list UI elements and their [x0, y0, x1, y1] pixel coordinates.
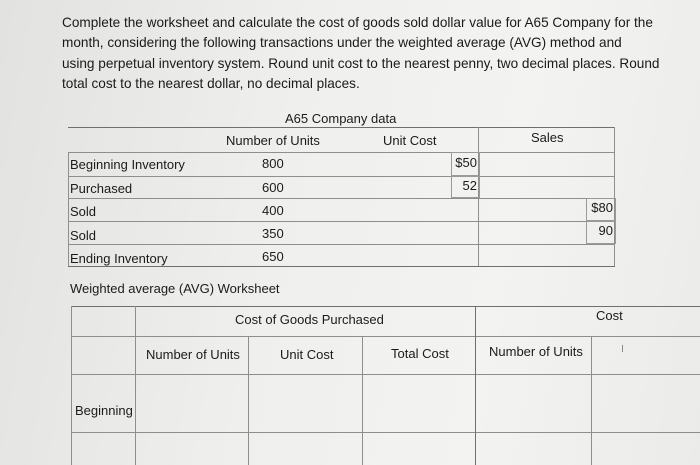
ws-beginning-unit-cost-input[interactable] — [249, 375, 363, 433]
worksheet-top-border — [71, 306, 700, 307]
prompt-line-1: Complete the worksheet and calculate the cost of goods sold dollar value for A65 Company for the — [62, 15, 653, 30]
sales-price-2: 90 — [598, 223, 613, 238]
worksheet-left-border — [71, 306, 72, 465]
header-unit-cost: Unit Cost — [383, 133, 437, 148]
ws-header-unit-cost: Unit Cost — [280, 347, 334, 362]
ws-header-sold-number-of-units: Number of Units — [489, 344, 583, 359]
ws-row-label-beginning: Beginning — [75, 403, 133, 418]
units-ending: 650 — [262, 249, 284, 264]
worksheet-title: Weighted average (AVG) Worksheet — [70, 281, 280, 296]
group-cost-of-goods-purchased: Cost of Goods Purchased — [235, 312, 384, 327]
ws-header-number-of-units: Number of Units — [146, 347, 240, 362]
table-bottom-border — [68, 266, 615, 267]
ws-header-total-cost: Total Cost — [391, 346, 449, 361]
prompt-line-2: month, considering the following transactions under the weighted average (AVG) method and — [62, 35, 622, 51]
question-prompt — [62, 13, 660, 95]
group-cost-right: Cost — [596, 308, 623, 323]
row-divider — [68, 221, 615, 222]
units-beginning: 800 — [262, 156, 284, 171]
row-label-purchased: Purchased — [70, 181, 133, 196]
row-label-sold: Sold — [70, 228, 97, 243]
unit-cost-beginning: $50 — [455, 155, 477, 170]
row-label-beginning-inventory: Beginning Inventory — [70, 157, 185, 172]
header-number-of-units: Number of Units — [226, 133, 320, 148]
company-table-title: A65 Company data — [285, 111, 397, 126]
worksheet-group-divider — [71, 336, 700, 337]
units-purchased: 600 — [262, 180, 284, 195]
ws-beginning-sold-units-input[interactable] — [476, 375, 592, 433]
row-divider — [68, 176, 615, 177]
prompt-line-3: using perpetual inventory system. Round unit cost to the nearest penny, two decimal places. Round — [62, 55, 660, 71]
units-sold-2: 350 — [262, 226, 284, 241]
col-divider — [614, 127, 615, 266]
sales-price-1: $80 — [591, 200, 613, 215]
row-label-ending-inventory: Ending Inventory — [70, 251, 168, 266]
row-divider — [68, 244, 615, 245]
row-label-sold: Sold — [70, 204, 97, 219]
unit-cost-purchased: 52 — [462, 178, 477, 193]
table-top-border — [68, 127, 615, 128]
row-divider — [68, 198, 615, 199]
ws-beginning-total-cost-input[interactable] — [363, 375, 476, 433]
units-sold-1: 400 — [262, 203, 284, 218]
header-sales: Sales — [531, 130, 564, 145]
table-header-divider — [68, 152, 615, 153]
ws-beginning-units-input[interactable] — [136, 375, 249, 433]
prompt-line-4: total cost to the nearest dollar, no decimal places. — [62, 76, 360, 92]
col-divider — [68, 152, 69, 266]
cursor-mark — [622, 345, 623, 352]
